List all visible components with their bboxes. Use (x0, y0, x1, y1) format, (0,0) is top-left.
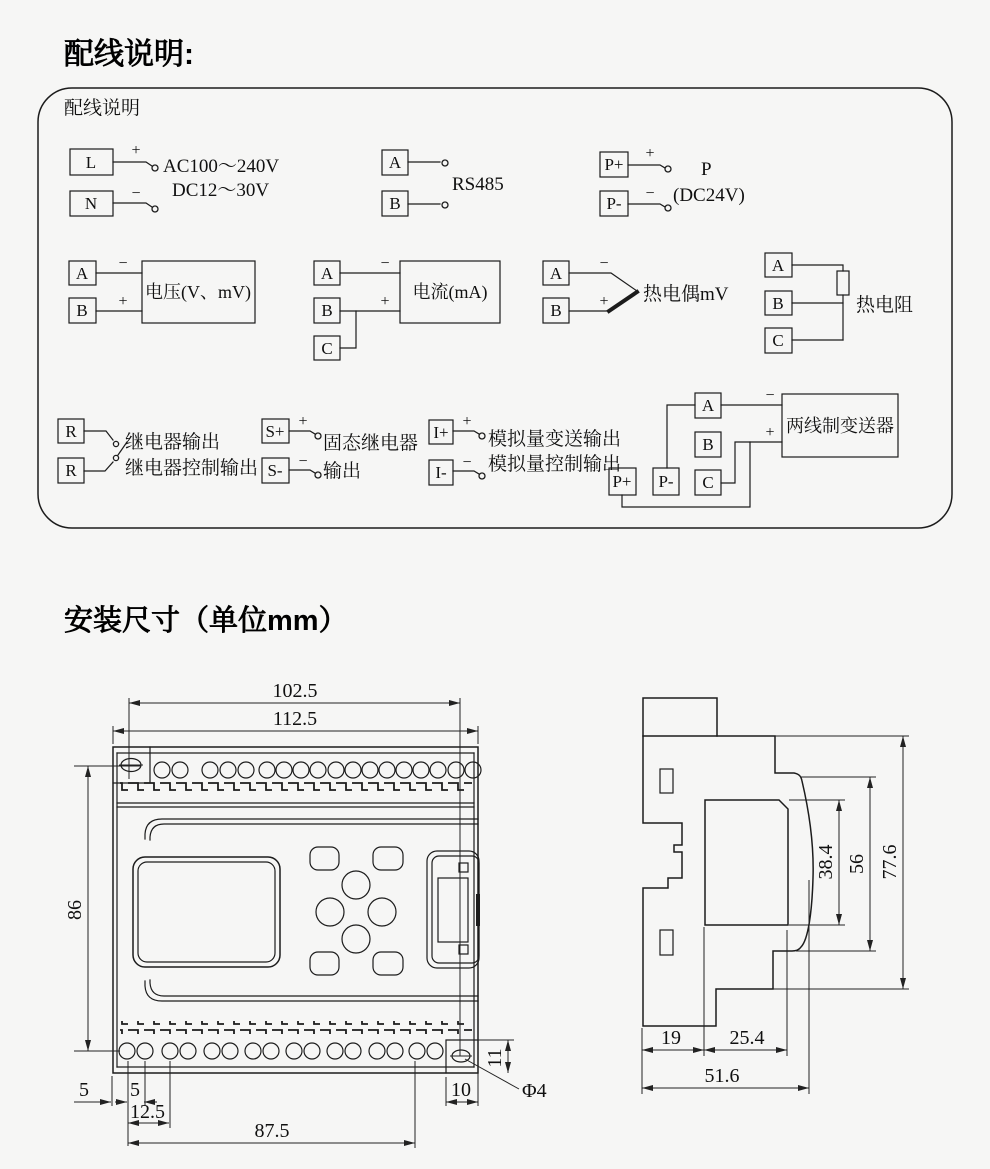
terminal-P-minus: P- (658, 472, 674, 491)
plus-sign: + (462, 413, 472, 430)
dim-depth-front: 25.4 (729, 1027, 765, 1049)
terminal-A: A (549, 264, 563, 283)
relay-label1: 继电器输出 (125, 432, 221, 453)
dim-width-inner: 102.5 (272, 680, 318, 702)
wiring-relay-output (58, 419, 258, 483)
terminal-C: C (321, 339, 333, 358)
terminal-C: C (702, 473, 714, 492)
dim-bezel-height: 38.4 (815, 844, 837, 880)
power-ac-label: AC100～240V (163, 156, 280, 177)
dim-total-height: 77.6 (879, 844, 901, 880)
terminal-P-plus: P+ (604, 155, 624, 174)
terminal-A: A (388, 153, 402, 172)
key-top-right (373, 847, 403, 870)
terminal-A: A (701, 396, 715, 415)
minus-sign: − (298, 453, 308, 470)
side-view-dimensions (642, 736, 909, 1094)
dim-terminal-group: 12.5 (130, 1101, 165, 1123)
terminal-I-plus: I+ (433, 423, 449, 442)
front-view-drawing (64, 680, 547, 1148)
minus-sign: − (380, 255, 390, 272)
terminal-A: A (320, 264, 334, 283)
terminal-P-minus: P- (606, 194, 622, 213)
minus-sign: − (645, 185, 655, 202)
wiring-diagram-panel (38, 88, 952, 528)
minus-sign: − (462, 454, 472, 471)
terminal-A: A (75, 264, 89, 283)
wiring-rtd (765, 253, 913, 353)
page-title-dimensions: 安装尺寸（单位mm） (64, 605, 348, 637)
plus-sign: + (118, 293, 128, 310)
top-terminal-block (643, 698, 717, 736)
ssr-label1: 固态继电器 (323, 433, 419, 454)
rtd-label: 热电阻 (856, 295, 914, 316)
side-slot-lower (660, 930, 673, 955)
resistor-symbol (837, 271, 849, 295)
plus-sign: + (380, 293, 390, 310)
terminal-B: B (389, 194, 401, 213)
terminal-cover-top (120, 781, 472, 794)
terminal-P-plus: P+ (612, 472, 632, 491)
connector-module (427, 851, 479, 968)
dim-hole-diameter: Φ4 (522, 1080, 547, 1102)
wiring-ssr-output (262, 413, 418, 483)
minus-sign: − (765, 387, 775, 404)
dim-terminal-span: 87.5 (254, 1120, 290, 1142)
terminal-B: B (772, 294, 784, 313)
dim-front-height: 56 (846, 854, 868, 874)
dim-height: 86 (64, 900, 86, 920)
key-bottom-left (310, 952, 339, 975)
key-down (342, 925, 370, 953)
terminal-N: N (84, 194, 98, 213)
mounting-ear-bottom (446, 1040, 478, 1073)
side-bezel (705, 800, 788, 925)
terminal-L: L (85, 153, 97, 172)
page-title-wiring: 配线说明: (64, 38, 194, 71)
voltage-box-label: 电压(V、mV) (145, 282, 251, 302)
analog-label1: 模拟量变送输出 (488, 429, 622, 450)
plus-sign: + (599, 293, 609, 310)
dim-ear-width: 10 (451, 1079, 471, 1101)
terminal-B: B (321, 301, 333, 320)
wiring-aux-power (600, 145, 745, 216)
aux-power-label1: P (701, 159, 712, 180)
dim-terminal-pitch: 5 (130, 1079, 140, 1101)
lcd-screen (133, 857, 280, 967)
key-bottom-right (373, 952, 403, 975)
minus-sign: − (599, 255, 609, 272)
wiring-current-input (314, 255, 500, 360)
terminal-A: A (771, 256, 785, 275)
transmitter-box-label: 两线制变送器 (786, 416, 894, 436)
side-slot-upper (660, 769, 673, 793)
wiring-panel-label: 配线说明 (64, 98, 141, 119)
dim-width-outer: 112.5 (272, 708, 318, 730)
terminal-B: B (550, 301, 562, 320)
dim-margin-left: 5 (79, 1079, 89, 1101)
terminal-S-plus: S+ (265, 422, 285, 441)
wiring-thermocouple (543, 255, 729, 323)
terminal-C: C (772, 331, 784, 350)
keypad (310, 847, 403, 975)
terminal-S-minus: S- (267, 461, 283, 480)
terminal-cover-bottom (120, 1021, 472, 1034)
plus-sign: + (131, 142, 141, 159)
terminal-B: B (702, 435, 714, 454)
dim-ear-height: 11 (484, 1048, 506, 1068)
power-dc-label: DC12～30V (172, 180, 270, 201)
key-right (368, 898, 396, 926)
dim-depth-total: 51.6 (704, 1065, 740, 1087)
aux-power-label2: (DC24V) (673, 185, 745, 206)
thermocouple-label: 热电偶mV (643, 284, 729, 305)
terminal-R1: R (65, 422, 77, 441)
dim-depth-rear: 19 (661, 1027, 681, 1049)
relay-label2: 继电器控制输出 (125, 458, 259, 479)
ssr-label2: 输出 (323, 461, 362, 482)
minus-sign: − (118, 255, 128, 272)
key-up (342, 871, 370, 899)
wiring-voltage-input (69, 255, 255, 323)
current-box-label: 电流(mA) (412, 282, 488, 302)
terminal-B: B (76, 301, 88, 320)
plus-sign: + (645, 145, 655, 162)
minus-sign: − (131, 185, 141, 202)
rs485-label: RS485 (452, 174, 504, 195)
wiring-rs485 (382, 150, 504, 216)
key-left (316, 898, 344, 926)
terminal-R2: R (65, 461, 77, 480)
wiring-power-supply (70, 142, 279, 216)
wiring-transmitter (609, 387, 898, 507)
analog-label2: 模拟量控制输出 (488, 454, 622, 475)
key-top-left (310, 847, 339, 870)
bottom-terminal-row (119, 1043, 443, 1059)
side-view-drawing (642, 698, 909, 1094)
terminal-I-minus: I- (435, 463, 447, 482)
wiring-analog-output (429, 413, 621, 485)
plus-sign: + (765, 424, 775, 441)
top-terminal-row (154, 762, 481, 778)
plus-sign: + (298, 413, 308, 430)
